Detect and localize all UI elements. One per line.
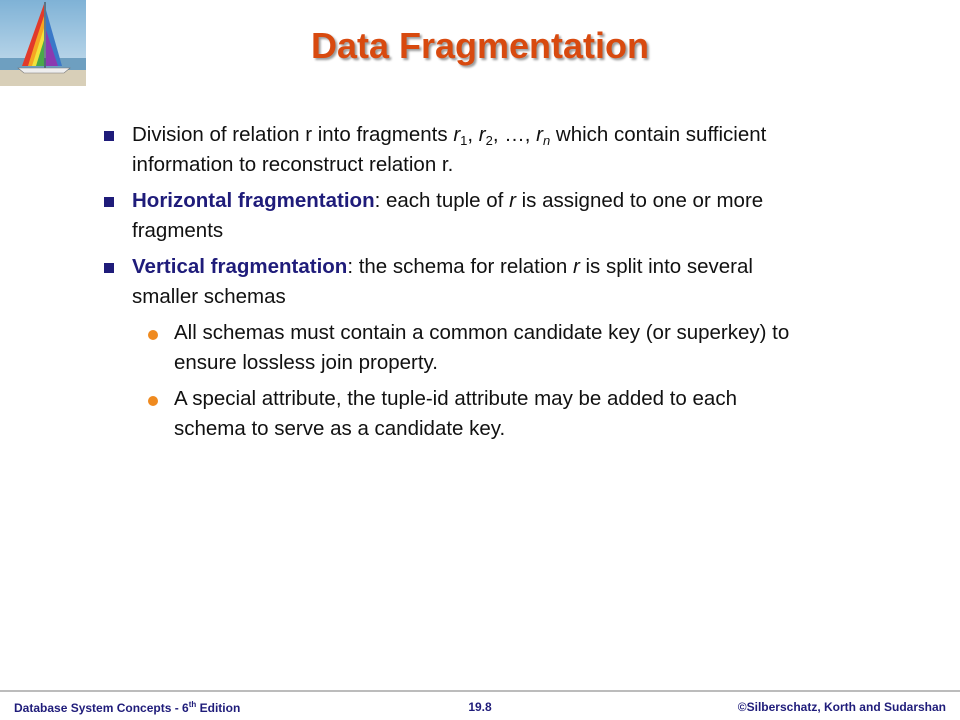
square-bullet-icon <box>104 131 114 141</box>
slide-content <box>103 120 803 450</box>
bullet-horizontal-fragmentation: Horizontal fragmentation: each tuple of r is assigned to one or more fragments <box>103 186 803 246</box>
round-bullet-icon <box>148 330 158 340</box>
bullet-division: Division of relation r into fragments $r_1$, $r_2$, …, $r_n$ which contain sufficient information to reconstruct relation r. <box>103 120 803 180</box>
sub-bullet-tuple-id: A special attribute, the tuple-id attribute may be added to each schema to serve as a candidate key. <box>103 384 803 444</box>
footer-copyright: ©Silberschatz, Korth and Sudarshan <box>737 700 946 714</box>
square-bullet-icon <box>104 263 114 273</box>
bullet-vertical-fragmentation: Vertical fragmentation: the schema for relation r is split into several smaller schemas <box>103 252 803 312</box>
slide-footer <box>0 690 960 720</box>
square-bullet-icon <box>104 197 114 207</box>
round-bullet-icon <box>148 396 158 406</box>
footer-divider <box>0 690 960 692</box>
slide-title: Data Fragmentation <box>310 25 650 66</box>
footer-book-title: Database System Concepts - 6th Edition <box>14 700 241 715</box>
sub-bullet-candidate-key: All schemas must contain a common candidate key (or superkey) to ensure lossless join property. <box>103 318 803 378</box>
footer-page-number: 19.8 <box>468 700 492 714</box>
